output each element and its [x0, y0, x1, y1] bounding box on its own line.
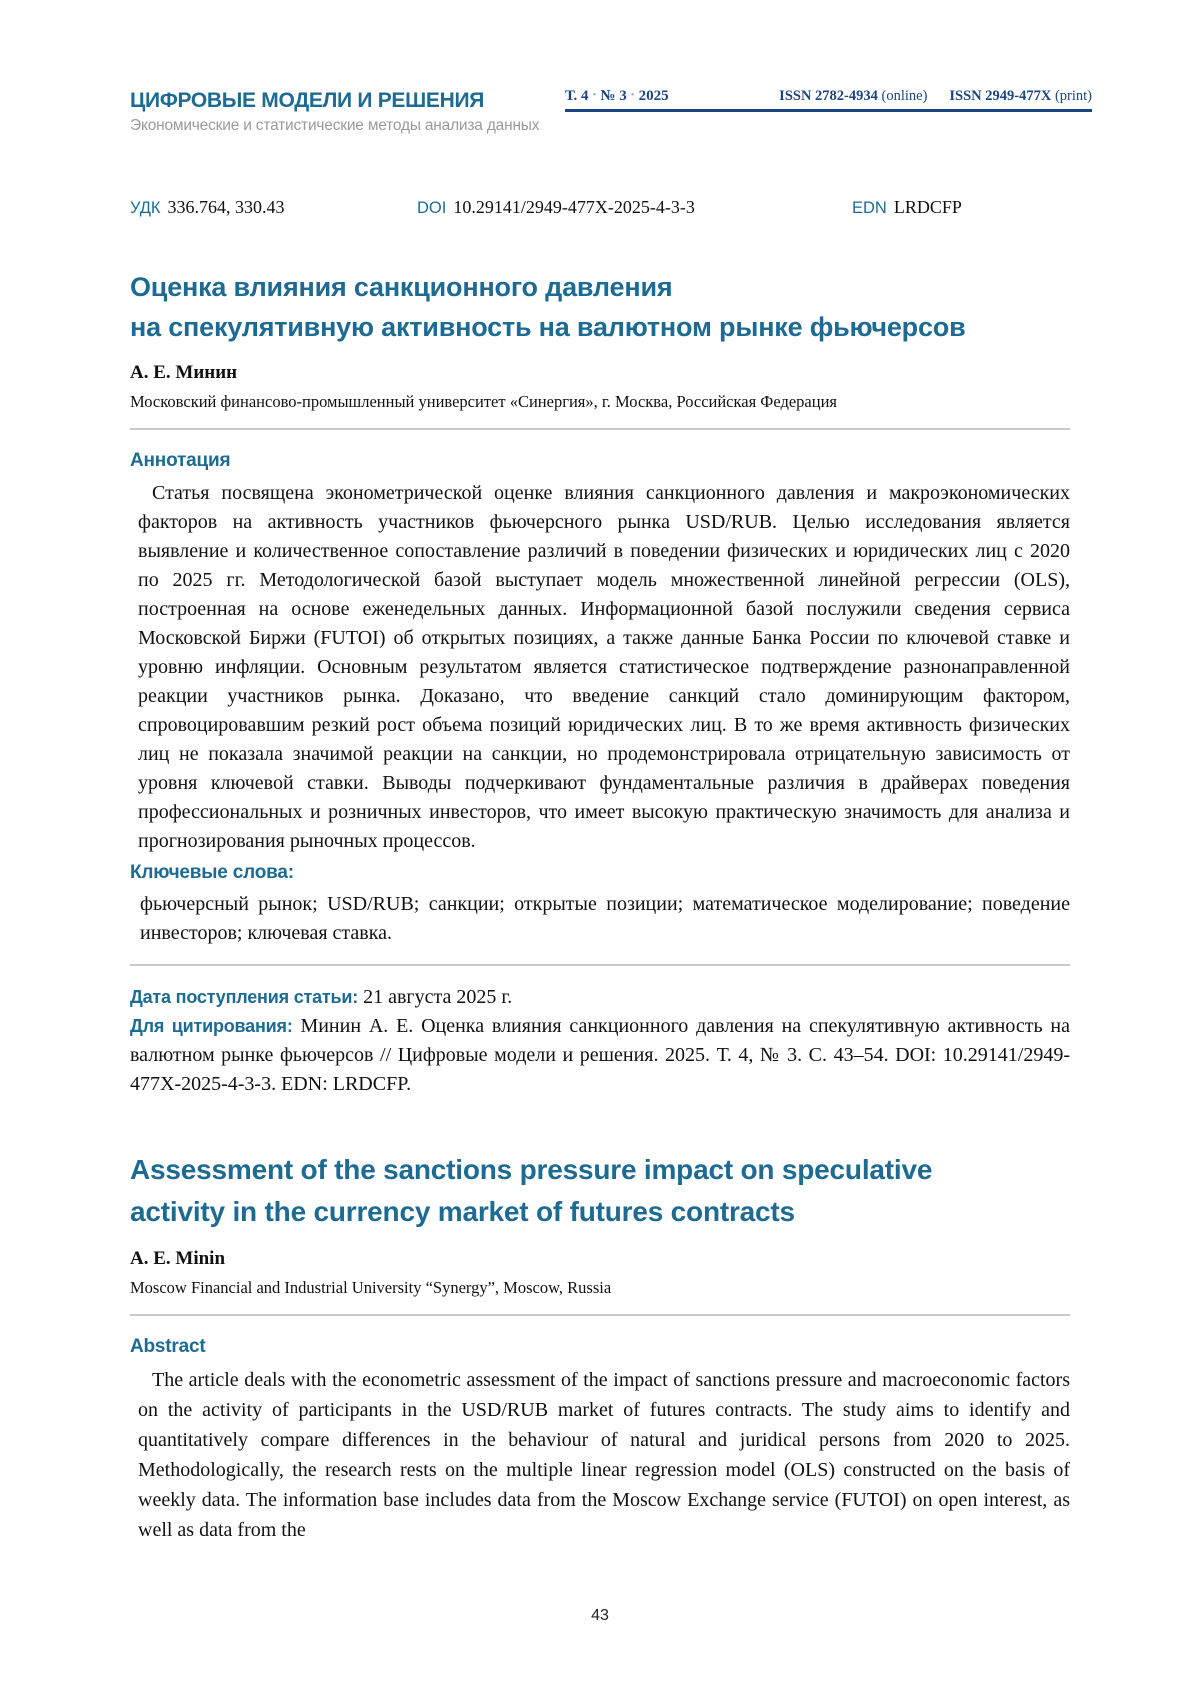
edn-item: [852, 197, 962, 218]
doi-label: DOI: [417, 199, 447, 217]
keywords-heading-ru: Ключевые слова:: [130, 862, 294, 883]
edn-label: EDN: [852, 199, 887, 217]
issn-print-kind: (print): [1054, 88, 1092, 104]
received-label: Дата поступления статьи:: [130, 987, 359, 1007]
volume-label: Т. 4: [565, 88, 589, 104]
received-line: [130, 983, 1070, 1012]
year-label: 2025: [638, 88, 669, 104]
doi-item: [417, 197, 695, 218]
issn-block: [779, 88, 1092, 105]
abstract-text-en: The article deals with the econometric assessment of the impact of sanctions pressure and macroeconomic factors on the activity of participants in the USD/RUB market of futures contracts. The study aims to identify and quantitatively compare differences in the behaviour of natural and juridical persons from 2020 to 2025. Methodologically, the research rests on the multiple linear regression model (OLS) constructed on the basis of weekly data. The information base includes data from the Moscow Exchange service (FUTOI) on open interest, as well as data from the: [138, 1369, 1070, 1541]
abstract-text-ru: Статья посвящена эконометрической оценке влияния санкционного давления и макроэкономических факторов на активность участников фьючерсного рынка USD/RUB. Целью исследования является выявление и количественное сопоставление различий в поведении физических и юридических лиц с 2020 по 2025 гг. Методологической базой выступает модель множественной линейной регрессии (OLS), построенная на основе еженедельных данных. Информационной базой послужили сведения сервиса Московской Биржи (FUTOI) об открытых позициях, а также данные Банка России по ключевой ставке и уровню инфляции. Основным результатом является статистическое подтверждение разнонаправленной реакции участников рынка. Доказано, что введение санкций стало доминирующим фактором, спровоцировавшим резкий рост объема позиций юридических лиц. В то же время активность физических лиц не показала значимой реакции на санкции, но продемонстрировала отрицательную зависимость от уровня ключевой ставки. Выводы подчеркивают фундаментальные различия в драйверах поведения профессиональных и розничных инвесторов, что имеет высокую практическую значимость для анализа и прогнозирования рыночных процессов.: [138, 482, 1070, 852]
affiliation-en: Moscow Financial and Industrial University “Synergy”, Moscow, Russia: [130, 1278, 612, 1297]
received-value: 21 августа 2025 г.: [363, 986, 513, 1008]
journal-subtitle: Экономические и статистические методы анализа данных: [130, 117, 540, 134]
article-meta-row: [130, 197, 1070, 221]
issn-online-kind: (online): [881, 88, 928, 104]
title-ru-line-1: Оценка влияния санкционного давления: [130, 272, 673, 302]
edn-value: LRDCFP: [893, 197, 962, 217]
abstract-heading-ru: Аннотация: [130, 450, 231, 471]
dot-separator: •: [592, 89, 597, 101]
issn-print: ISSN 2949-477X: [949, 88, 1052, 104]
section-divider: [130, 964, 1070, 966]
doi-value: 10.29141/2949-477X-2025-4-3-3: [453, 197, 695, 217]
volume-issue-year: [565, 88, 669, 105]
article-title-en: [130, 1149, 1070, 1233]
article-title-ru: [130, 267, 1070, 347]
citation-line: [130, 1012, 1070, 1099]
issue-label: № 3: [600, 88, 627, 104]
dot-separator: •: [630, 89, 635, 101]
citation-value: Минин А. Е. Оценка влияния санкционного давления на спекулятивную активность на валютном рынке фьючерсов // Цифровые модели и решения. 2025. Т. 4, № 3. С. 43–54. DOI: 10.29141/2949-477X-2025-4-3-3. EDN: LRDCFP.: [130, 1015, 1070, 1095]
citation-label: Для цитирования:: [130, 1016, 293, 1036]
issn-online: ISSN 2782-4934: [779, 88, 878, 104]
page-number: 43: [591, 1607, 609, 1624]
udk-item: [130, 197, 285, 218]
header-meta-row: [565, 88, 1092, 112]
section-divider: [130, 428, 1070, 430]
udk-label: УДК: [130, 199, 161, 217]
author-ru: А. Е. Минин: [130, 362, 238, 383]
journal-header: [130, 88, 1092, 135]
title-en-line-1: Assessment of the sanctions pressure impact on speculative: [130, 1154, 933, 1185]
affiliation-ru: Московский финансово-промышленный университет «Синергия», г. Москва, Российская Федерация: [130, 392, 837, 411]
abstract-heading-en: Abstract: [130, 1336, 206, 1357]
journal-header-row: [130, 88, 1092, 112]
title-en-line-2: activity in the currency market of futures contracts: [130, 1196, 795, 1227]
keywords-text-ru: фьючерсный рынок; USD/RUB; санкции; открытые позиции; математическое моделирование; поведение инвесторов; ключевая ставка.: [140, 893, 1070, 944]
author-en: A. E. Minin: [130, 1248, 226, 1269]
journal-title: ЦИФРОВЫЕ МОДЕЛИ И РЕШЕНИЯ: [130, 89, 485, 112]
udk-value: 336.764, 330.43: [167, 197, 285, 217]
title-ru-line-2: на спекулятивную активность на валютном рынке фьючерсов: [130, 312, 966, 342]
section-divider: [130, 1314, 1070, 1316]
